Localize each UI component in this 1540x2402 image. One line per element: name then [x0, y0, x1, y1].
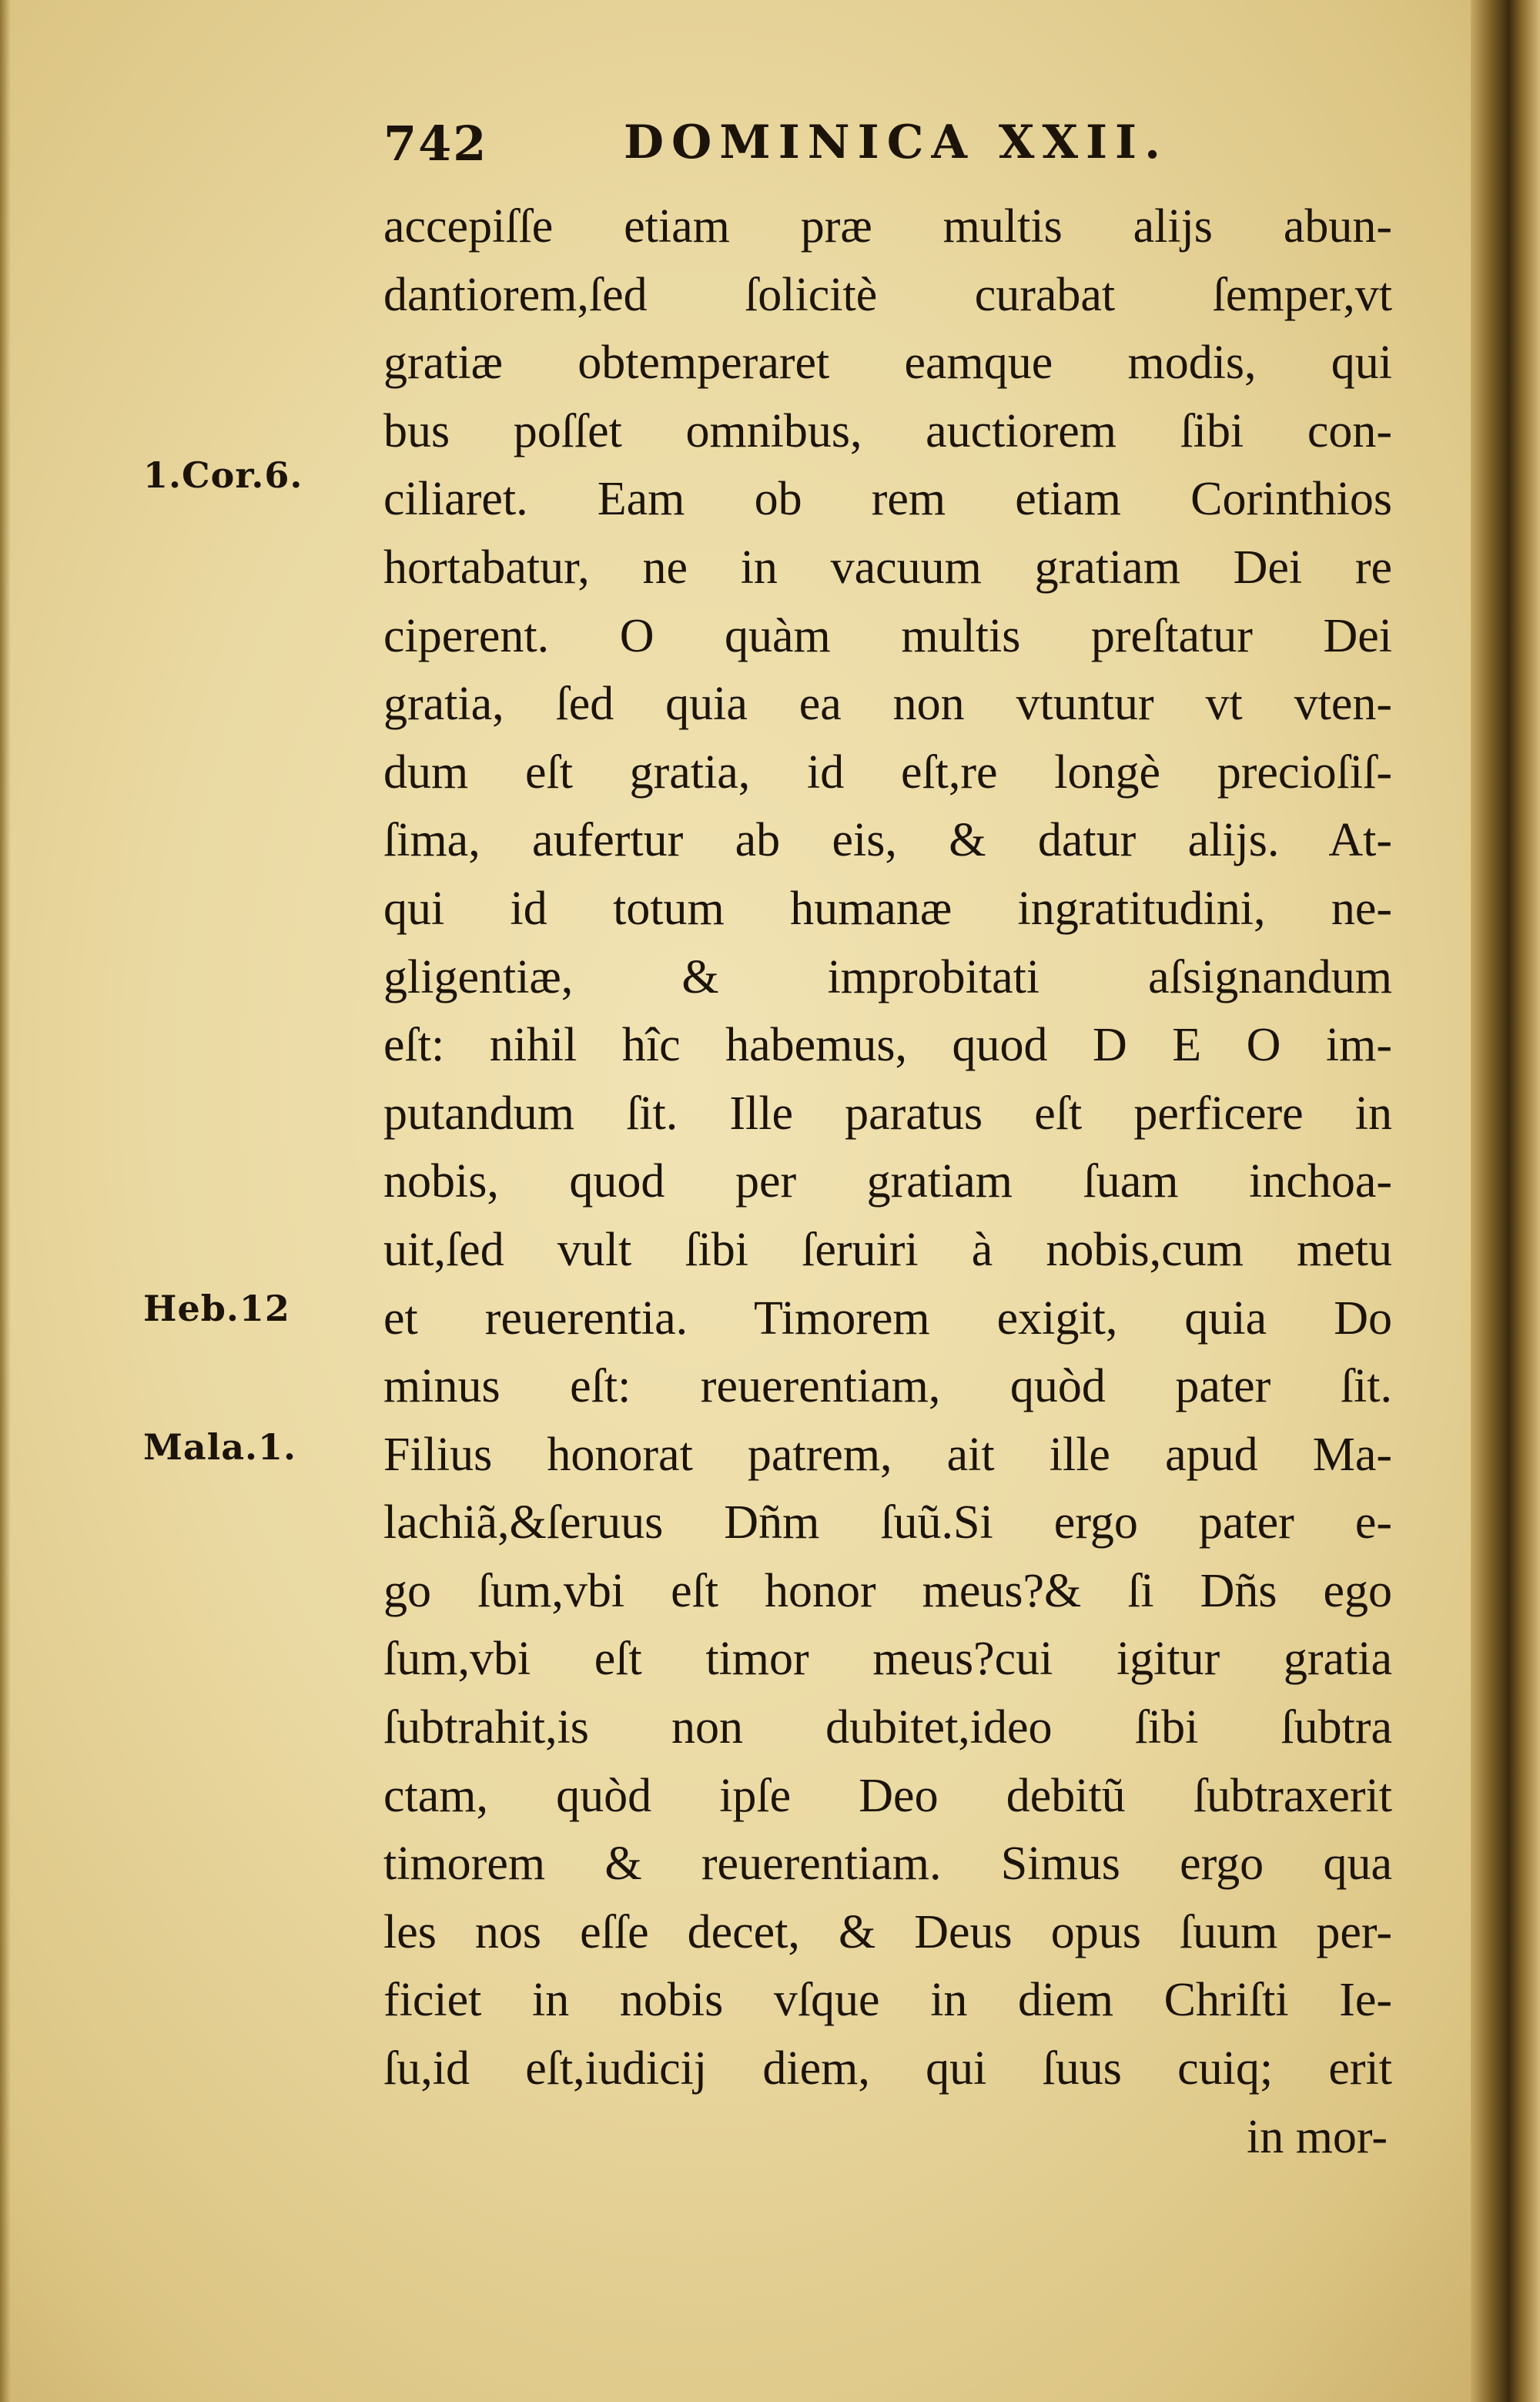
body-text [383, 193, 1392, 2171]
text-line: dum eſt gratia, id eſt,re longè precioſiſ- [383, 745, 1392, 799]
text-line: gligentiæ, & improbitati aſsignandum [383, 950, 1392, 1003]
text-line: ciliaret. Eam ob rem etiam Corinthios [383, 473, 1392, 526]
text-line: accepiſſe etiam præ multis alijs abun- [383, 200, 1392, 253]
text-line: ſima, aufertur ab eis, & datur alijs. At- [383, 814, 1392, 867]
running-title: DOMINICA XXII. [624, 116, 1169, 169]
text-line: putandum ſit. Ille paratus eſt perficere in [383, 1087, 1392, 1140]
catchword: in mor- [1246, 2110, 1388, 2163]
text-line: Filius honorat patrem, ait ille apud Ma- [383, 1428, 1392, 1481]
text-line: nobis, quod per gratiam ſuam inchoa- [383, 1155, 1392, 1208]
text-line: ſubtrahit,is non dubitet,ideo ſibi ſubtra [383, 1701, 1392, 1754]
text-line: ctam, quòd ipſe Deo debitũ ſubtraxerit [383, 1769, 1392, 1822]
text-line: dantiorem,ſed ſolicitè curabat ſemper,vt [383, 268, 1392, 321]
text-line: ſum,vbi eſt timor meus?cui igitur gratia [383, 1633, 1392, 1686]
text-line: et reuerentia. Timorem exigit, quia Do [383, 1291, 1392, 1345]
text-line: bus poſſet omnibus, auctiorem ſibi con- [383, 404, 1392, 457]
margin-note: 1.Cor.6. [143, 454, 303, 496]
text-line: gratia, ſed quia ea non vtuntur vt vten- [383, 678, 1392, 731]
margin-note: Mala.1. [143, 1426, 297, 1468]
margin-note: Heb.12 [143, 1288, 290, 1329]
running-head [383, 116, 1346, 185]
text-line: ciperent. O quàm multis preſtatur Dei [383, 609, 1392, 662]
text-line: gratiæ obtemperaret eamque modis, qui [383, 337, 1392, 390]
text-line: hortabatur, ne in vacuum gratiam Dei re [383, 541, 1392, 594]
page-number: 742 [383, 116, 488, 172]
text-line: les nos eſſe decet, & Deus opus ſuum per- [383, 1905, 1392, 1958]
text-line: ficiet in nobis vſque in diem Chriſti Ie- [383, 1974, 1392, 2027]
text-line: lachiã,&ſeruus Dñm ſuũ.Si ergo pater e- [383, 1496, 1392, 1549]
page-left-edge [0, 0, 11, 2402]
book-gutter [1471, 0, 1540, 2402]
text-line: go ſum,vbi eſt honor meus?& ſi Dñs ego [383, 1564, 1392, 1617]
text-line: eſt: nihil hîc habemus, quod D E O im- [383, 1019, 1392, 1072]
text-line: ſu,id eſt,iudicij diem, qui ſuus cuiq; erit [383, 2042, 1392, 2095]
text-line: uit,ſed vult ſibi ſeruiri à nobis,cum metu [383, 1223, 1392, 1276]
text-line: qui id totum humanæ ingratitudini, ne- [383, 882, 1392, 935]
text-line: minus eſt: reuerentiam, quòd pater ſit. [383, 1360, 1392, 1413]
text-line: timorem & reuerentiam. Simus ergo qua [383, 1838, 1392, 1891]
